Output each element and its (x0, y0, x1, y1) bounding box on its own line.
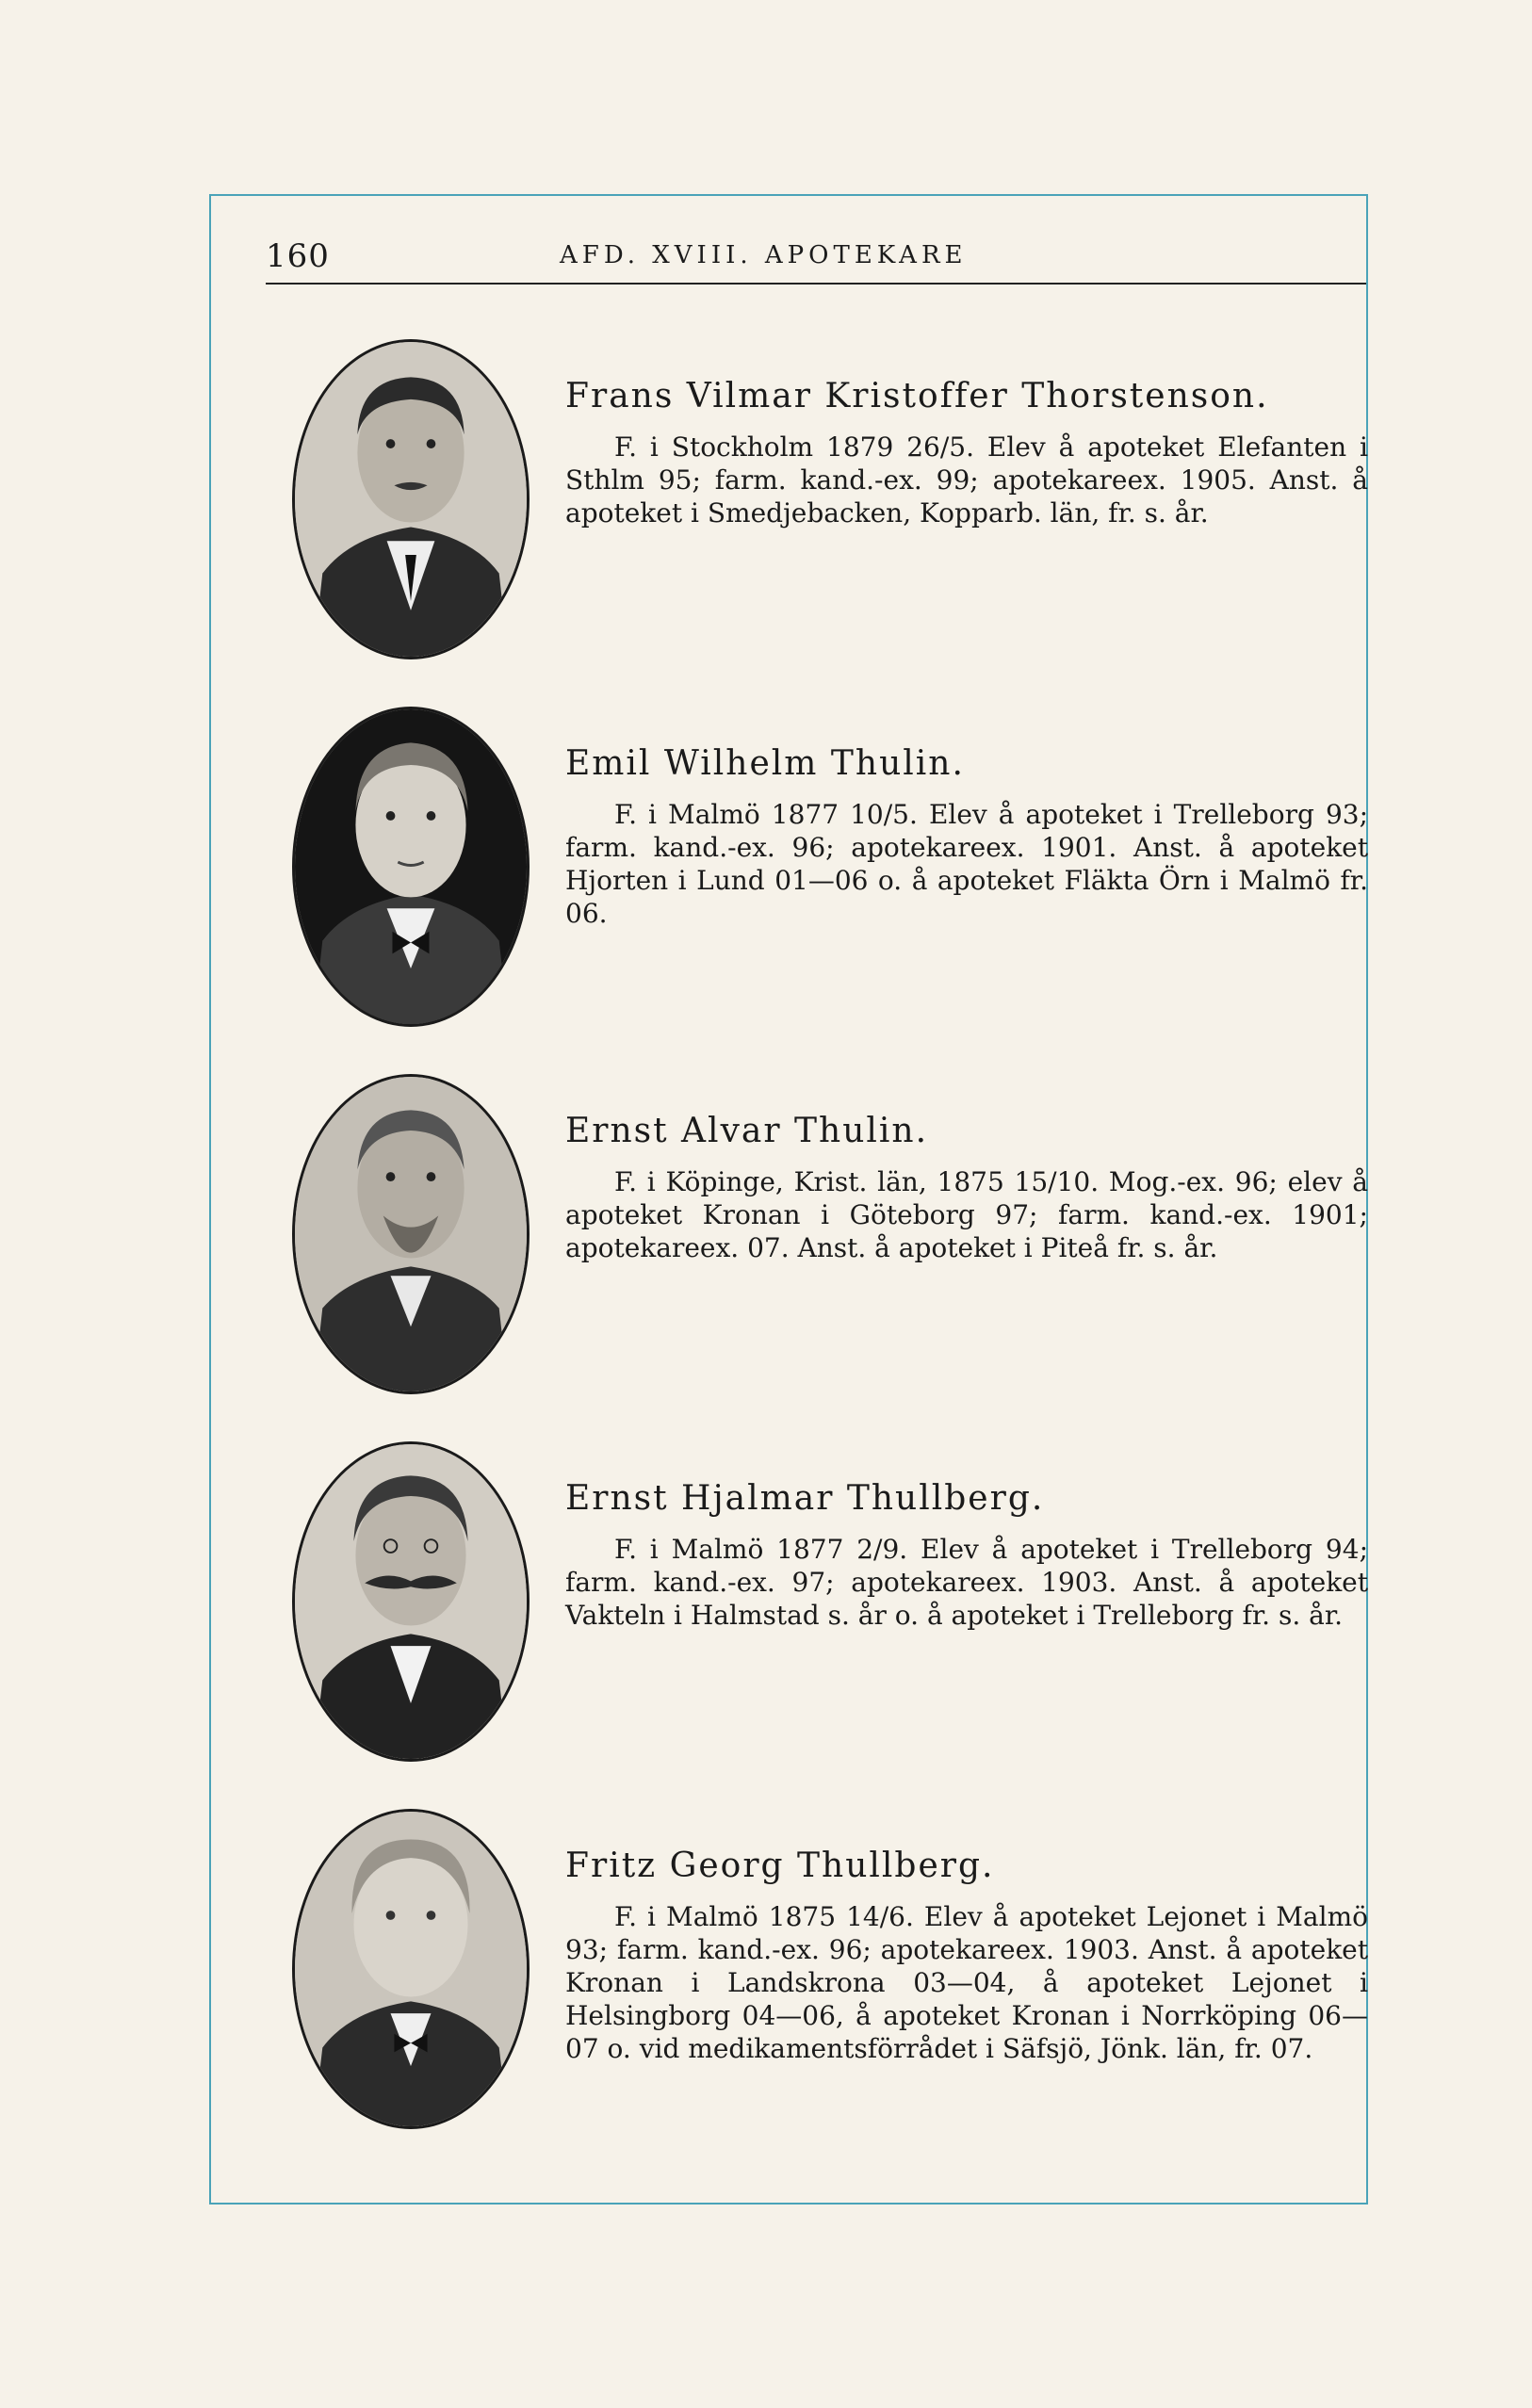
biography-entry (283, 339, 1366, 678)
portrait-photo (292, 707, 530, 1027)
person-biography: F. i Malmö 1877 2/9. Elev å apoteket i Trelleborg 94; farm. kand.-ex. 97; apotekareex. 1903. Anst. å apoteket Vakteln i Halmstad s. år o. å apoteket i Trelleborg fr. s. år. (565, 1534, 1368, 1631)
person-name: Emil Wilhelm Thulin. (565, 744, 965, 783)
person-biography: F. i Malmö 1877 10/5. Elev å apoteket i Trelleborg 93; farm. kand.-ex. 96; apotekareex. 1901. Anst. å apoteket Hjorten i Lund 01—06 o. å apoteket Fläkta Örn i Malmö fr. 06. (565, 799, 1368, 929)
biography-entry (283, 1441, 1366, 1781)
person-name: Fritz Georg Thullberg. (565, 1847, 995, 1885)
person-biography: F. i Köpinge, Krist. län, 1875 15/10. Mog.-ex. 96; elev å apoteket Kronan i Göteborg 97; farm. kand.-ex. 1901; apotekareex. 07. Anst. å apoteket i Piteå fr. s. år. (565, 1166, 1368, 1263)
person-name: Frans Vilmar Kristoffer Thorstenson. (565, 377, 1269, 415)
person-name: Ernst Hjalmar Thullberg. (565, 1479, 1045, 1518)
page-header (266, 237, 1366, 285)
portrait-photo (292, 1441, 530, 1762)
person-name: Ernst Alvar Thulin. (565, 1112, 929, 1150)
biography-entry (283, 1074, 1366, 1413)
person-biography: F. i Malmö 1875 14/6. Elev å apoteket Lejonet i Malmö 93; farm. kand.-ex. 96; apotekareex. 1903. Anst. å apoteket Kronan i Landskrona 03—04, å apoteket Lejonet i Helsingborg 04—06, å apoteket Kronan i Norrköping 06—07 o. vid medikamentsförrådet i Säfsjö, Jönk. län, fr. 07. (565, 1901, 1368, 2064)
biography-entry (283, 1809, 1366, 2148)
portrait-photo (292, 339, 530, 659)
person-biography: F. i Stockholm 1879 26/5. Elev å apoteket Elefanten i Sthlm 95; farm. kand.-ex. 99; apotekareex. 1905. Anst. å apoteket i Smedjebacken, Kopparb. län, fr. s. år. (565, 431, 1368, 529)
portrait-photo (292, 1074, 530, 1394)
biography-entry (283, 707, 1366, 1046)
portrait-photo (292, 1809, 530, 2129)
running-head: AFD. XVIII. APOTEKARE (560, 241, 968, 269)
page-number: 160 (266, 237, 330, 275)
